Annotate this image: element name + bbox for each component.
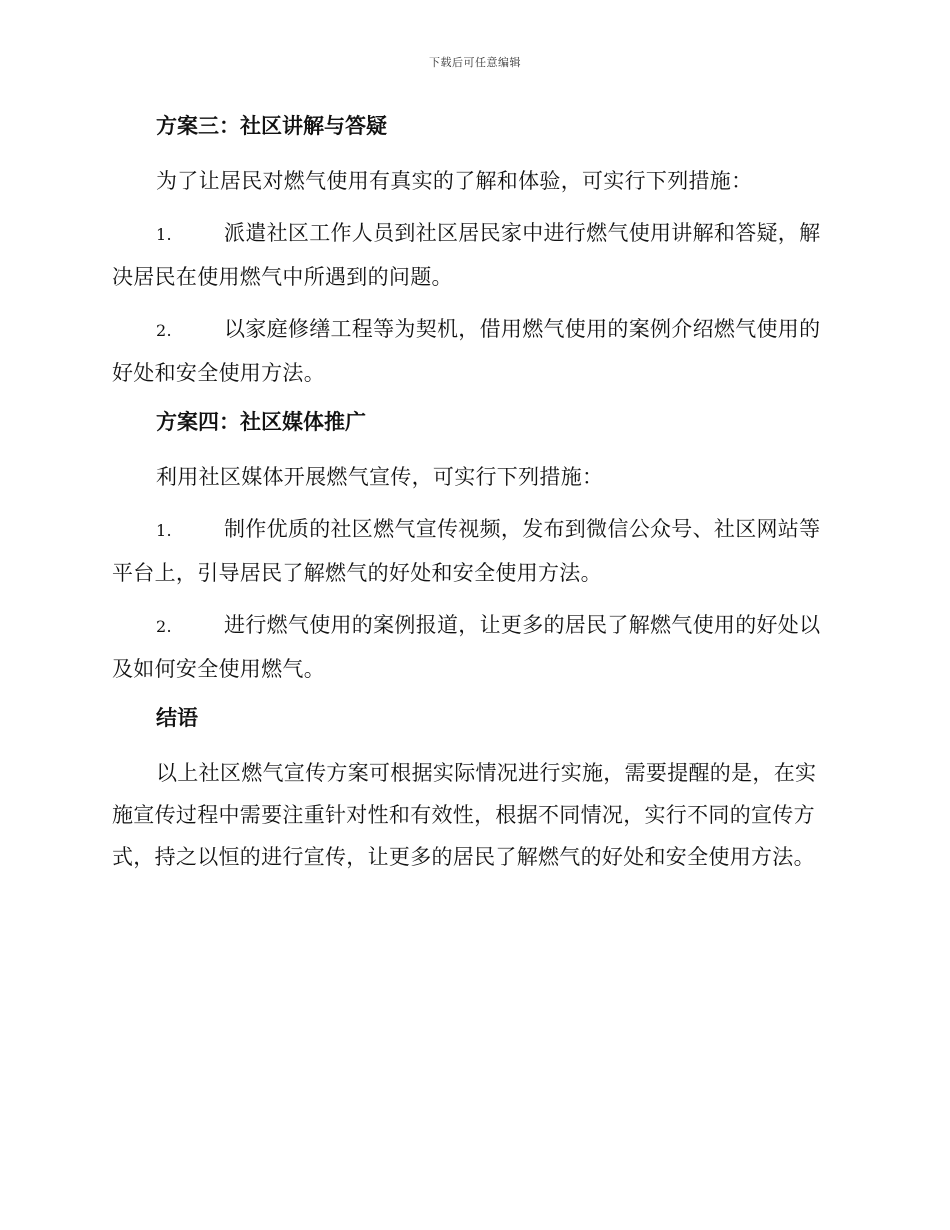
list-item-text: 派遣社区工作人员到社区居民家中进行燃气使用讲解和答疑，解决居民在使用燃气中所遇到的问题。 bbox=[112, 221, 821, 289]
section-heading-plan-4: 方案四：社区媒体推广 bbox=[156, 409, 366, 434]
section-intro-plan-3: 为了让居民对燃气使用有真实的了解和体验，可实行下列措施： bbox=[156, 169, 753, 193]
list-number: 1. bbox=[156, 521, 172, 540]
list-item-text: 制作优质的社区燃气宣传视频，发布到微信公众号、社区网站等平台上，引导居民了解燃气的好处和安全使用方法。 bbox=[112, 517, 821, 585]
list-item bbox=[112, 308, 834, 394]
list-item-text: 进行燃气使用的案例报道，让更多的居民了解燃气使用的好处以及如何安全使用燃气。 bbox=[112, 613, 821, 681]
list-number: 2. bbox=[156, 321, 172, 340]
list-number: 1. bbox=[156, 225, 172, 244]
page-header: 下载后可任意编辑 bbox=[429, 56, 521, 69]
section-intro-plan-4: 利用社区媒体开展燃气宣传，可实行下列措施： bbox=[156, 465, 604, 489]
list-item bbox=[112, 604, 834, 690]
document-body bbox=[112, 108, 834, 888]
list-item-text: 以家庭修缮工程等为契机，借用燃气使用的案例介绍燃气使用的好处和安全使用方法。 bbox=[112, 317, 821, 385]
list-item bbox=[112, 508, 834, 594]
list-item bbox=[112, 212, 834, 298]
section-heading-plan-3: 方案三：社区讲解与答疑 bbox=[156, 113, 387, 138]
list-number: 2. bbox=[156, 617, 172, 636]
conclusion-heading: 结语 bbox=[156, 705, 198, 730]
conclusion-text: 以上社区燃气宣传方案可根据实际情况进行实施，需要提醒的是，在实施宣传过程中需要注重针对性和有效性，根据不同情况，实行不同的宣传方式，持之以恒的进行宣传，让更多的居民了解燃气的好处和安全使用方法。 bbox=[112, 761, 817, 869]
